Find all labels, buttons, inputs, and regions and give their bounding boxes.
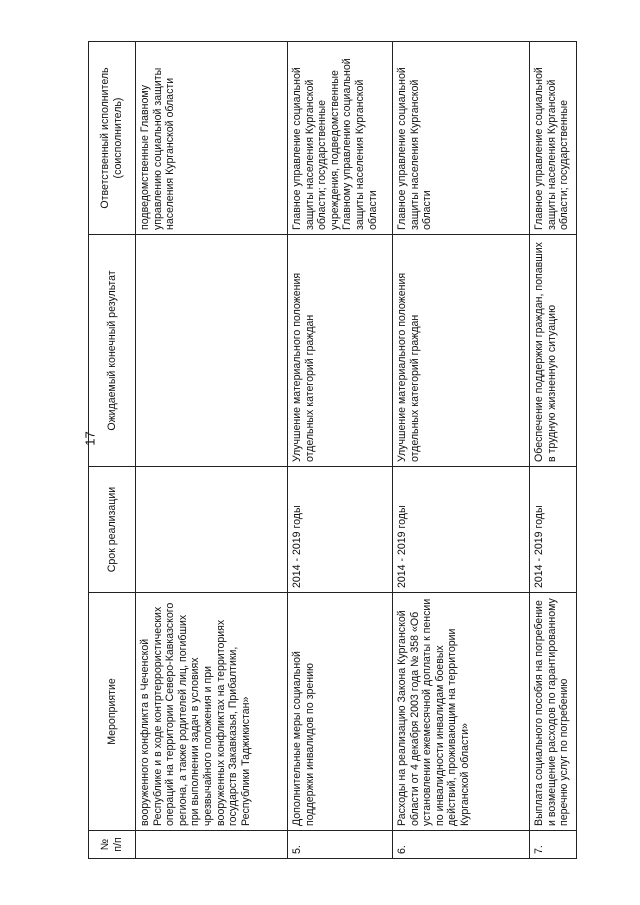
cell-result: Улучшение материального положения отдельных категорий граждан	[288, 235, 393, 467]
cell-executor: Главное управление социальной защиты населения Курганской области; государственные учреждения, подведомственные Главному управлению социальной защиты населения Курганской области	[288, 42, 393, 235]
table-header-row	[89, 42, 136, 859]
table-row	[530, 42, 577, 859]
cell-result: Улучшение материального положения отдельных категорий граждан	[393, 235, 530, 467]
cell-activity: вооруженного конфликта в Чеченской Республике и в ходе контртеррористических операций на территории Северо-Кавказского региона, а также родителей лиц, погибших при выполнении задач в условиях чрезвычайного положения и при вооруженных конфликтах на территориях государств Закавказья, Прибалтики, Республики Таджикистан»	[136, 593, 288, 831]
cell-activity: Выплата социального пособия на погребение и возмещение расходов по гарантированному перечню услуг по погребению	[530, 593, 577, 831]
cell-num: 6.	[393, 831, 530, 859]
cell-activity: Расходы на реализацию Закона Курганской области от 4 декабря 2003 года № 358 «Об установлении ежемесячной доплаты к пенсии по инвалидности инвалидам боевых действий, проживающим на территории Курганской области»	[393, 593, 530, 831]
rotated-page-content	[88, 42, 571, 859]
cell-executor: Главное управление социальной защиты населения Курганской области; государственные	[530, 42, 577, 235]
cell-activity: Дополнительные меры социальной поддержки инвалидов по зрению	[288, 593, 393, 831]
cell-result: Обеспечение поддержки граждан, попавших в трудную жизненную ситуацию	[530, 235, 577, 467]
cell-result	[136, 235, 288, 467]
cell-executor: Главное управление социальной защиты населения Курганской области	[393, 42, 530, 235]
table-row	[136, 42, 288, 859]
cell-num: 7.	[530, 831, 577, 859]
table-row	[288, 42, 393, 859]
header-activity: Мероприятие	[89, 593, 136, 831]
cell-period: 2014 - 2019 годы	[530, 467, 577, 593]
cell-period: 2014 - 2019 годы	[393, 467, 530, 593]
cell-num: 5.	[288, 831, 393, 859]
page-number: 17	[82, 431, 98, 446]
activities-table	[88, 41, 577, 859]
header-num: № п/п	[89, 831, 136, 859]
header-executor: Ответственный исполнитель (соисполнитель)	[89, 42, 136, 235]
table-row	[393, 42, 530, 859]
header-period: Срок реализации	[89, 467, 136, 593]
cell-executor: подведомственные Главному управлению социальной защиты населения Курганской области	[136, 42, 288, 235]
cell-num	[136, 831, 288, 859]
header-result: Ожидаемый конечный результат	[89, 235, 136, 467]
cell-period: 2014 - 2019 годы	[288, 467, 393, 593]
cell-period	[136, 467, 288, 593]
